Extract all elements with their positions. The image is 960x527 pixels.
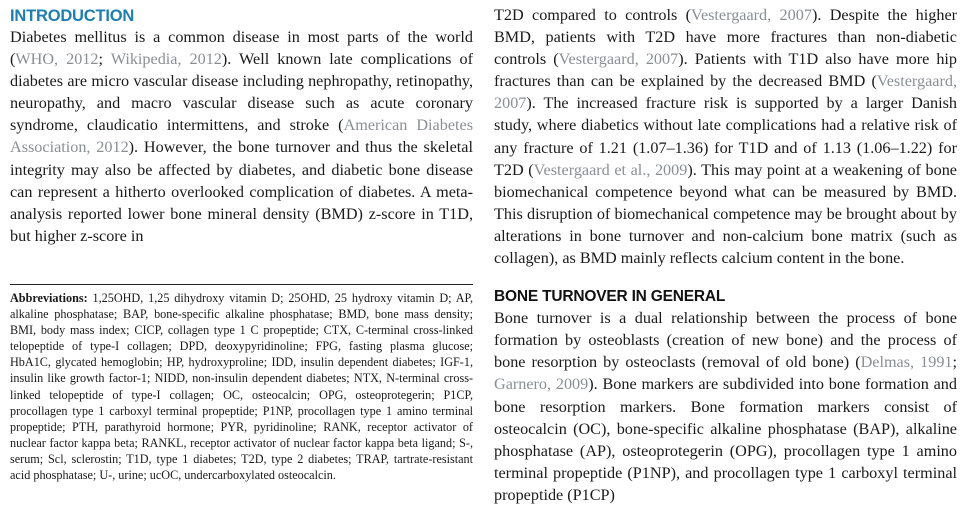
citation-vestergaard-2009[interactable]: Vestergaard et al., 2009 [533,160,688,179]
fracture-text-2: ). Despite the higher BMD, patients with T2D have more fractures than non-diabetic controls ( [494,6,958,69]
fracture-text-4: ). The increased fracture risk is supported by a larger Danish study, where diabetics without late complications had a relative risk of any fracture of 1.21 (1.07–1.36) for T1D and of 1.13 (1.06–1.22) for T2D ( [494,94,957,179]
left-column [10,6,473,247]
bt-sep: ; [952,353,958,372]
abbreviations-footnote [10,284,473,483]
fracture-text-3: ). Patients with T1D also have more hip fractures than can be explained by the decreased BMD ( [494,50,958,91]
bt-text-1: Bone turnover is a dual relationship between the process of bone formation by osteoblasts (creation of new bone) and the process of bone resorption by osteoclasts (removal of old bone) ( [494,309,957,372]
abbreviations-label: Abbreviations: [10,291,88,305]
bone-turnover-paragraph [494,307,957,506]
citation-who[interactable]: WHO, 2012 [15,50,99,69]
intro-text-2: ). Well known late complications of diabetes are micro vascular disease including nephropathy, retinopathy, neuropathy, and macro vascular disease such as acute coronary syndrome, claudicatio intermittens, and stroke ( [10,50,473,135]
citation-wikipedia[interactable]: Wikipedia, 2012 [110,50,222,69]
bone-turnover-heading: BONE TURNOVER IN GENERAL [494,288,726,306]
citation-delmas[interactable]: Delmas, 1991 [860,353,953,372]
bt-text-2: ). Bone markers are subdivided into bone formation and bone resorption markers. Bone formation markers consist of osteocalcin (OC), bone-specific alkaline phosphatase (BAP), alkaline phosphatase (AP), osteoprotegerin (OPG), procollagen type 1 amino terminal propeptide (P1NP), and procollagen type 1 carboxyl terminal propeptide (P1CP) [494,375,957,504]
introduction-paragraph [10,26,473,247]
fracture-paragraph [494,4,957,269]
citation-vestergaard-3[interactable]: Vestergaard, 2007 [494,72,957,113]
citation-vestergaard-2[interactable]: Vestergaard, 2007 [558,50,679,69]
intro-text-1: Diabetes mellitus is a common disease in most parts of the world ( [10,28,473,69]
abbreviations-text: 1,25OHD, 1,25 dihydroxy vitamin D; 25OHD, 25 hydroxy vitamin D; AP, alkaline phosphatase; BAP, bone-specific alkaline phosphatase; BMD, bone mass density; BMI, body mass index; CICP, collagen type 1 C propeptide; CTX, C-terminal cross-linked telopeptide of type-I collagen; DPD, deoxypyridinoline; FPG, fasting plasma glucose; HbA1C, glycated hemoglobin; HP, hydroxyproline; IDD, insulin dependent diabetes; IGF-1, insulin like growth factor-1; NIDD, non-insulin dependent diabetes; NTX, N-terminal cross-linked telopeptide of type-I collagen; OC, osteocalcin; OPG, osteoprotegerin; P1CP, procollagen type 1 carboxyl terminal propeptide; P1NP, procollagen type 1 amino terminal propeptide; PTH, parathyroid hormone; PYR, pyridinoline; RANK, receptor activator of nuclear factor kappa beta; RANKL, receptor activator of nuclear factor kappa beta ligand; S-, serum; Scl, sclerostin; T1D, type 1 diabetes; T2D, type 2 diabetes; TRAP, tartrate-resistant acid phosphatase; U-, urine; ucOC, undercarboxylated osteocalcin. [10,291,473,483]
intro-text-3: ). However, the bone turnover and thus the skeletal integrity may also be affected by diabetes, and diabetic bone disease can represent a hitherto overlooked complication of diabetes. A meta-analysis reported lower bone mineral density (BMD) z-score in T1D, but higher z-score in [10,138,473,245]
citation-ada[interactable]: American Diabetes Association, 2012 [10,116,474,157]
introduction-heading: INTRODUCTION [10,7,135,25]
fracture-text-1: T2D compared to controls ( [494,6,692,24]
intro-sep: ; [98,50,111,69]
right-column [494,4,957,506]
citation-vestergaard-1[interactable]: Vestergaard, 2007 [691,6,812,24]
fracture-text-5: ). This may point at a weakening of bone biomechanical competence beyond what can be measured by BMD. This disruption of biomechanical competence may be brought about by alterations in bone turnover and non-calcium bone matrix (such as collagen), as BMD mainly reflects calcium content in the bone. [494,160,957,268]
citation-garnero[interactable]: Garnero, 2009 [494,375,589,394]
section-gap [494,269,957,279]
